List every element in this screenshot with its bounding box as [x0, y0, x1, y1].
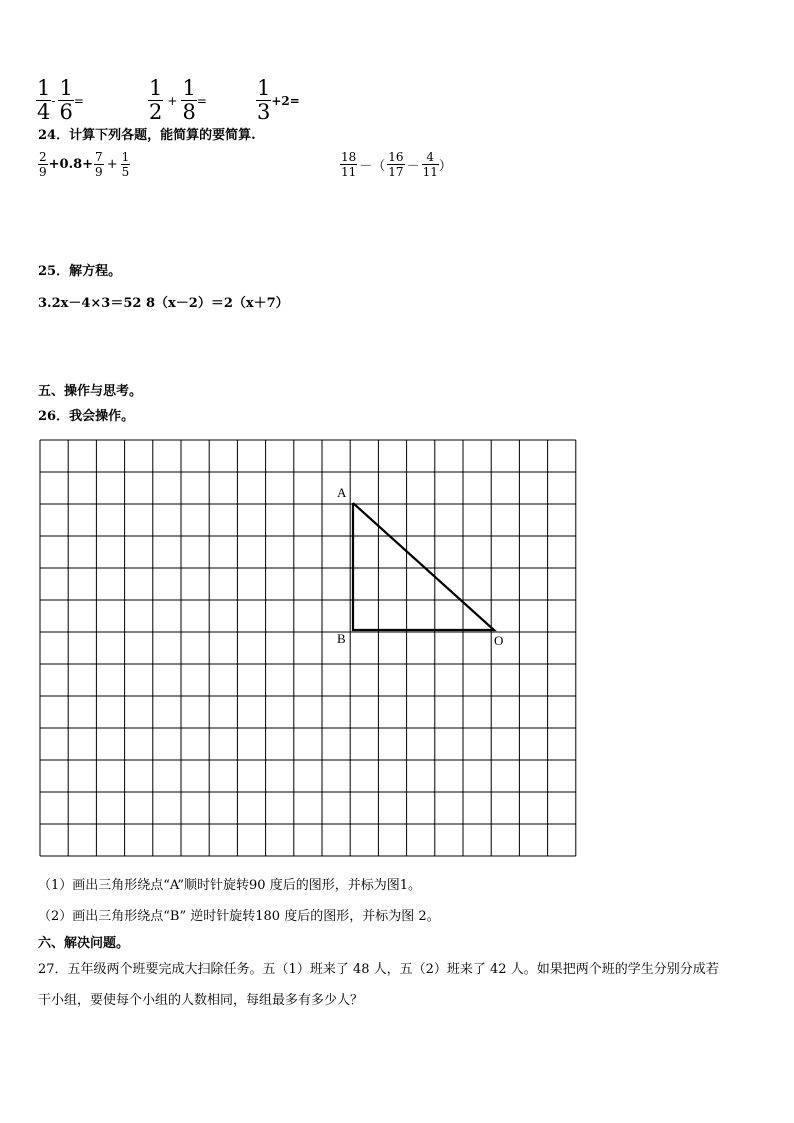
q27-line-2: 干小组，要使每个小组的人数相同，每组最多有多少人？: [38, 993, 364, 1008]
q24-title: 24．计算下列各题，能简算的要简算.: [38, 128, 256, 143]
triangle-abo: [353, 503, 494, 630]
q25-title: 25．解方程。: [38, 264, 122, 279]
fraction: $\frac{1}{5}$: [121, 150, 130, 179]
grid-lines: [40, 440, 576, 856]
label-b: B: [337, 631, 346, 646]
q24-expr-1: $\frac{2}{9}$ +0.8+ $\frac{7}{9}$ + $\frac{1}{5}$: [39, 150, 130, 179]
section-6-title: 六、解决问题。: [38, 936, 130, 951]
fraction: $\frac{16}{17}$: [388, 150, 404, 179]
fraction: $\frac{18}{11}$: [341, 150, 357, 179]
label-a: A: [337, 485, 347, 500]
q26-task-1: （1）画出三角形绕点“A”顺时针旋转90 度后的图形，并标为图1。: [38, 878, 421, 893]
fraction: $\frac{1}{2}$: [149, 76, 163, 124]
q23-item-3: $\frac{1}{3}$ +2=: [257, 76, 300, 124]
section-5-title: 五、操作与思考。: [38, 384, 143, 399]
fraction: $\frac{4}{11}$: [422, 150, 438, 179]
q26-task-2: （2）画出三角形绕点“B” 逆时针旋转180 度后的图形，并标为图 2。: [38, 909, 440, 924]
q27-line-1: 27．五年级两个班要完成大扫除任务。五（1）班来了 48 人，五（2）班来了 42 人。如果把两个班的学生分别分成若: [38, 962, 719, 977]
fraction: $\frac{1}{3}$: [257, 76, 271, 124]
fraction: $\frac{1}{6}$: [59, 76, 73, 124]
fraction: $\frac{1}{4}$: [37, 76, 51, 124]
q26-title: 26．我会操作。: [38, 409, 135, 424]
q23-item-1: $\frac{1}{4}$ - $\frac{1}{6}$ =: [37, 76, 84, 124]
label-o: O: [494, 633, 504, 648]
q25-equation-2: 8（x－2）＝2（x＋7）: [146, 296, 289, 311]
fraction: $\frac{1}{8}$: [182, 76, 196, 124]
q24-expr-2: $\frac{18}{11}$ －（ $\frac{16}{17}$ － $\frac{4}{11}$ ）: [341, 150, 452, 179]
q25-equation-1: 3.2x－4×3＝52: [38, 296, 142, 311]
q23-item-2: $\frac{1}{2}$ + $\frac{1}{8}$ =: [149, 76, 207, 124]
fraction: $\frac{2}{9}$: [39, 150, 47, 179]
fraction: $\frac{7}{9}$: [95, 150, 103, 179]
